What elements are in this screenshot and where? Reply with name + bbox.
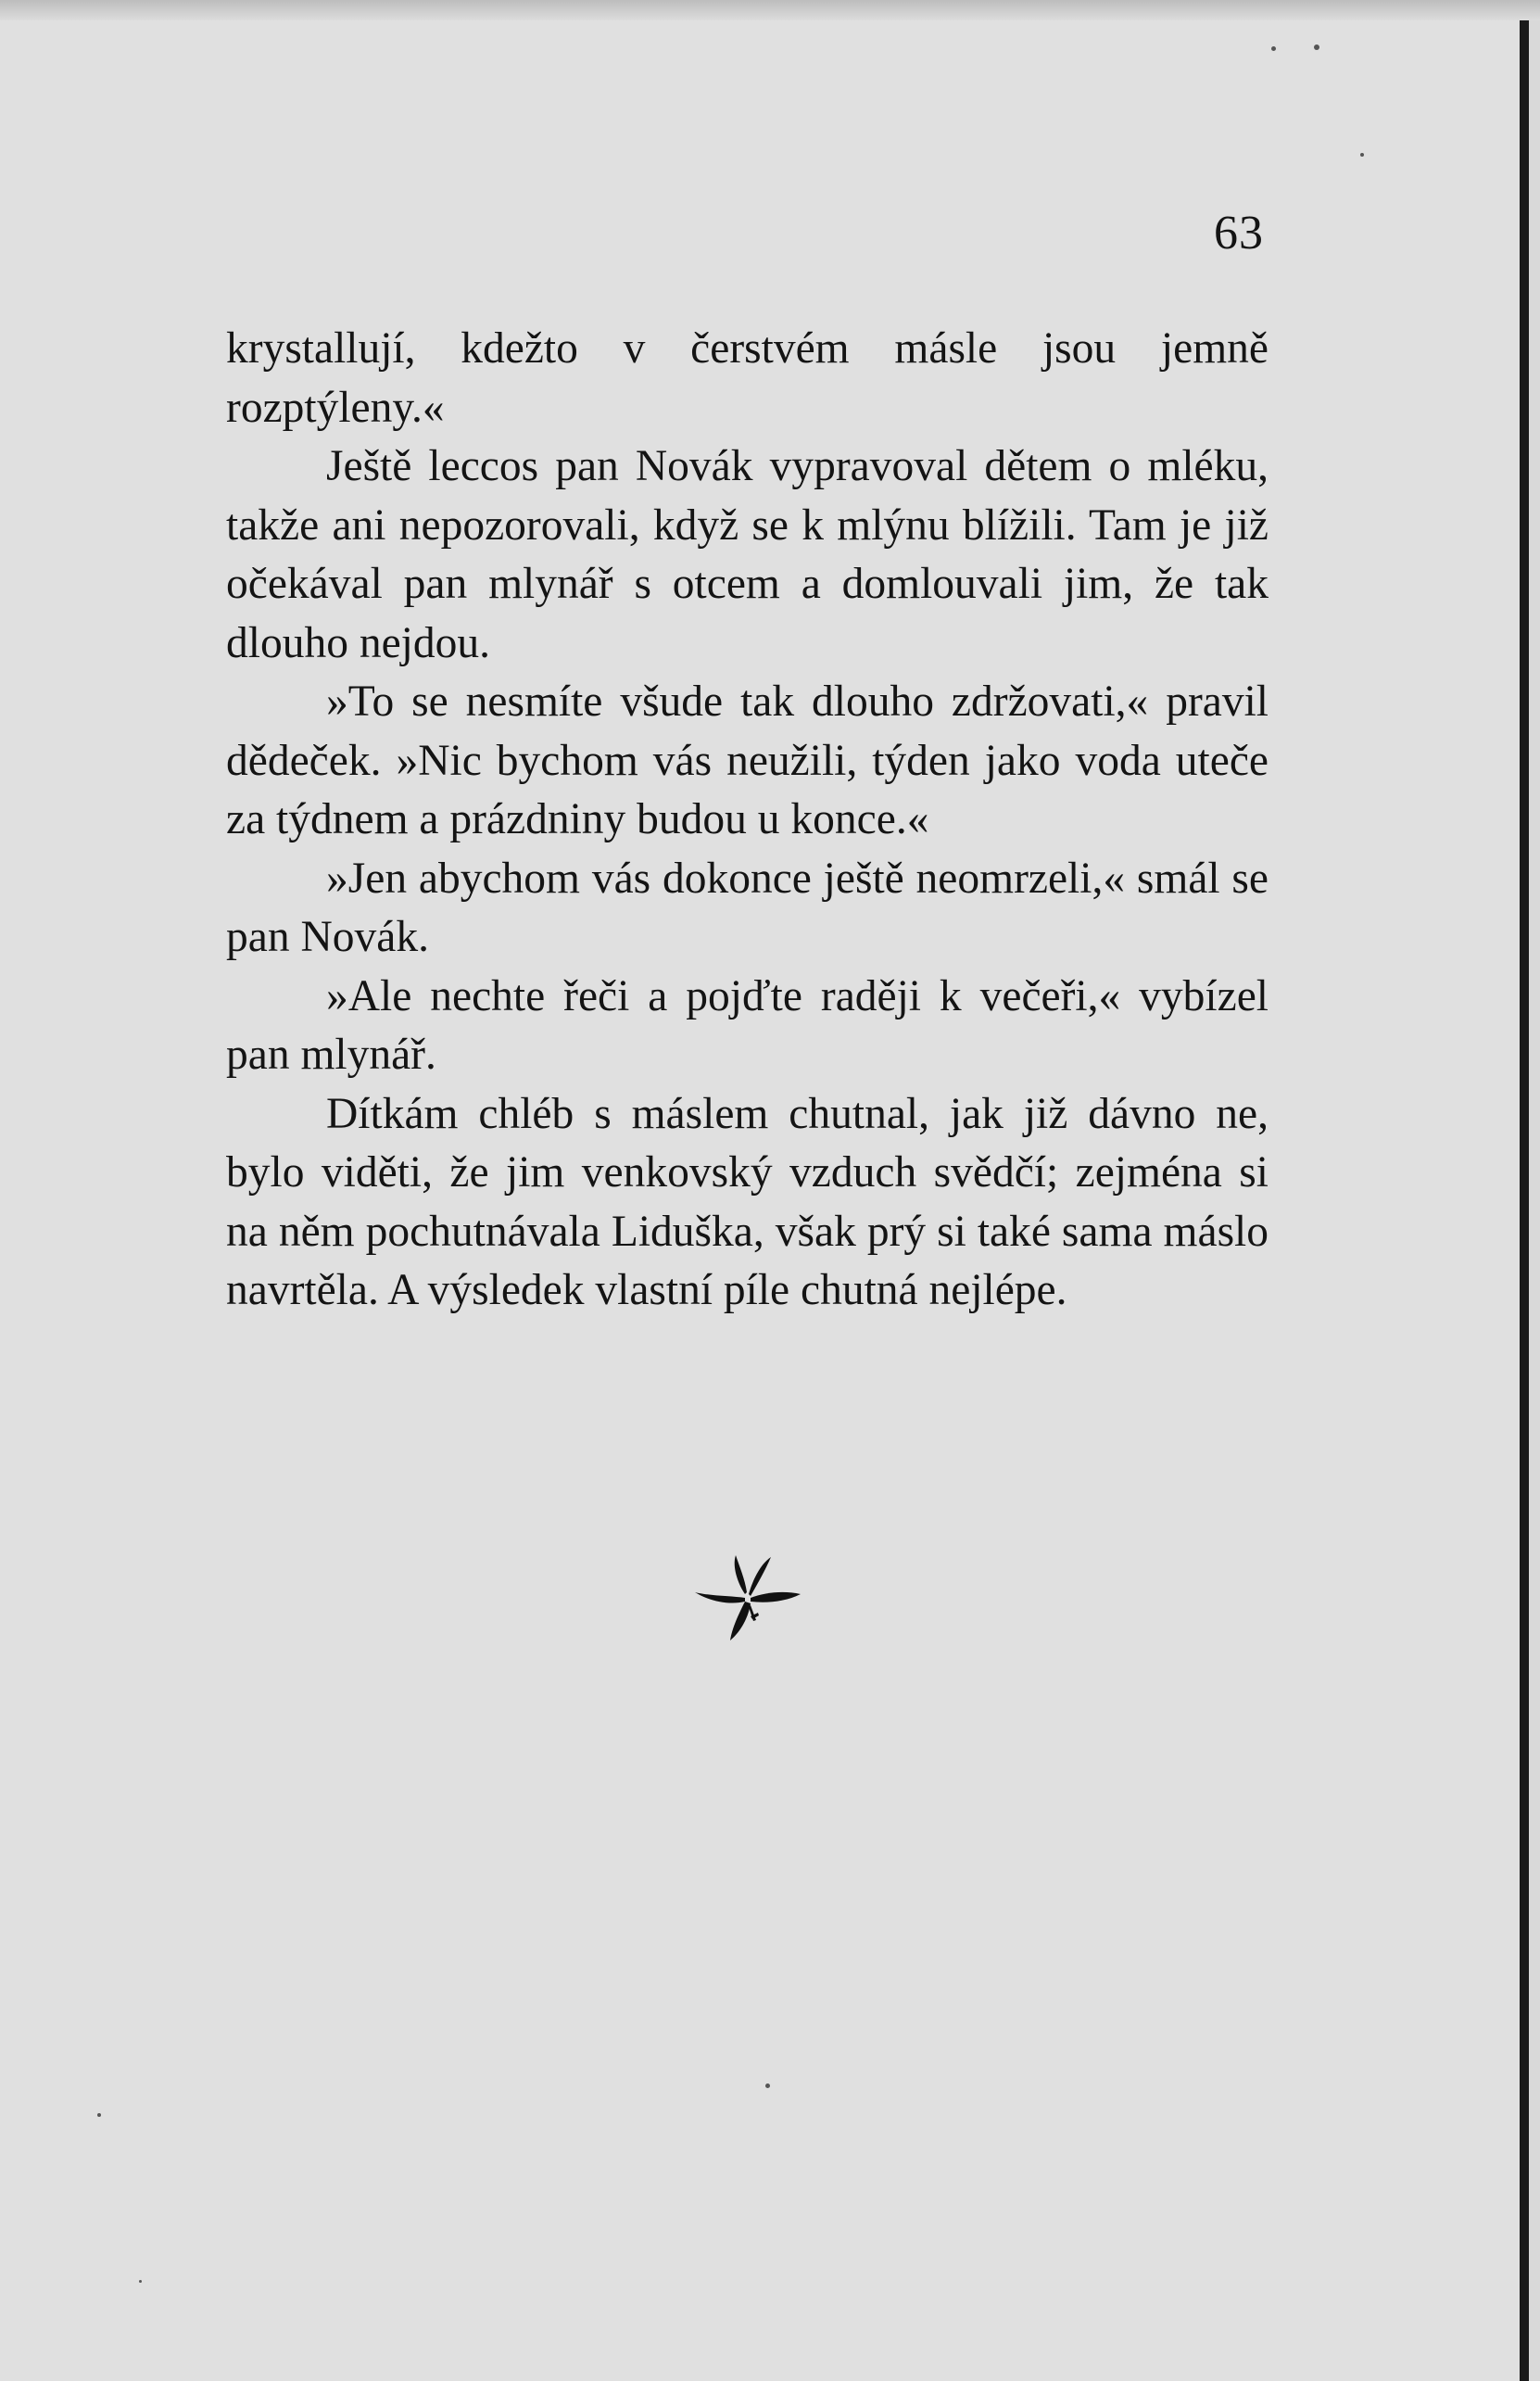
flower-ornament-icon bbox=[691, 1546, 802, 1643]
body-text bbox=[226, 320, 1269, 1321]
paragraph: »To se nesmíte všude tak dlouho zdržovati,« pravil dědeček. »Nic bychom vás neužili, týden jako voda uteče za týdnem a prázdniny budou u konce.« bbox=[226, 678, 1269, 843]
paragraph: Ještě leccos pan Novák vypravoval dětem o mléku, takže ani nepozorovali, když se k mlýnu blížili. Tam je již očekával pan mlynář s otcem a domlouvali jim, že tak dlouho nejdou. bbox=[226, 442, 1269, 667]
page-top-edge bbox=[0, 0, 1540, 20]
paragraph: Dítkám chléb s máslem chutnal, jak již dávno ne, bylo viděti, že jim venkovský vzduch svědčí; zejména si na něm pochutnávala Liduška, však prý si také sama máslo navrtěla. A výsledek vlastní píle chutná nejlépe. bbox=[226, 1089, 1269, 1314]
paragraph: »Ale nechte řeči a pojďte raději k večeři,« vybízel pan mlynář. bbox=[226, 971, 1269, 1079]
paragraph: »Jen abychom vás dokonce ještě neomrzeli,« smál se pan Novák. bbox=[226, 854, 1269, 961]
paragraph: krystallují, kdežto v čerstvém másle jsou jemně rozptýleny.« bbox=[226, 324, 1269, 432]
paper-speck bbox=[1271, 46, 1276, 51]
paper-speck bbox=[1360, 153, 1364, 157]
page-number: 63 bbox=[1214, 207, 1264, 260]
paper-speck bbox=[1314, 44, 1319, 50]
paper-speck bbox=[97, 2113, 101, 2117]
paper-speck bbox=[765, 2083, 770, 2088]
paper-speck bbox=[139, 2280, 142, 2283]
